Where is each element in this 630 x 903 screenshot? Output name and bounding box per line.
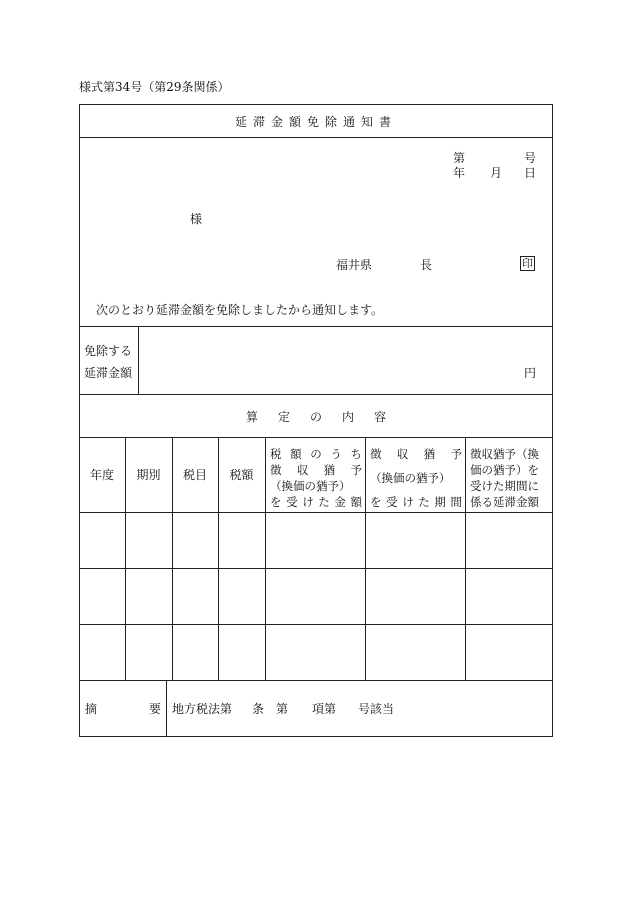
ch-14: 金 — [334, 495, 346, 509]
ph-3: 猶 — [423, 447, 436, 461]
exempt-label-line1: 免除する — [84, 344, 133, 358]
col-divider-4 — [265, 437, 266, 680]
divider-row-3 — [79, 680, 553, 681]
exempt-unit: 円 — [524, 366, 537, 380]
col-deferred-amount — [270, 446, 362, 510]
divider-row-1 — [79, 568, 553, 569]
ch-3: の — [310, 447, 322, 461]
divider-title — [79, 137, 553, 138]
col-year: 年度 — [89, 468, 114, 482]
law-article-suffix: 条 — [252, 702, 265, 716]
summary-label-b: 要 — [149, 702, 162, 716]
ph-4: 予 — [450, 447, 462, 461]
ch-5: ち — [350, 447, 362, 461]
divider-calc-title — [79, 437, 553, 438]
ch-10: を — [270, 495, 282, 509]
late-line-2: 価の猶予）を — [470, 463, 539, 477]
ch-7: 収 — [296, 463, 309, 477]
recipient-suffix: 様 — [190, 212, 203, 226]
divider-exempt — [79, 394, 553, 395]
late-line-3: 受けた期間に — [470, 479, 539, 493]
notice-text: 次のとおり延滞金額を免除しましたから通知します。 — [96, 303, 384, 317]
col-tax-item: 税目 — [182, 468, 207, 482]
law-paragraph: 項第 — [312, 702, 337, 716]
seal-mark: 印 — [522, 257, 533, 270]
ph-6: 受 — [386, 495, 398, 509]
ph-9: 期 — [434, 495, 446, 509]
late-line-1: 徴収猶予（換 — [470, 447, 539, 461]
form-id: 様式第34号（第29条関係） — [79, 80, 230, 94]
ch-2: 額 — [290, 447, 302, 461]
ch-9: 予 — [350, 463, 362, 477]
divider-col-head — [79, 512, 553, 513]
col-period: 期別 — [136, 468, 161, 482]
ph-1: 徴 — [370, 447, 382, 461]
ph-7: け — [402, 495, 414, 509]
date-month: 月 — [490, 166, 503, 180]
divider-row-2 — [79, 624, 553, 625]
ph-8: た — [418, 495, 430, 509]
ch-13: た — [318, 495, 330, 509]
divider-summary-label — [166, 680, 167, 736]
ph-2: 収 — [396, 447, 409, 461]
number-suffix: 号 — [524, 151, 537, 165]
period-sub: （換価の猶予） — [370, 471, 451, 485]
ph-5: を — [370, 495, 382, 509]
issuer-title: 長 — [420, 258, 433, 272]
col-deferred-period — [370, 446, 462, 510]
col-tax-amount: 税額 — [229, 468, 254, 482]
late-line-4: 係る延滞金額 — [470, 495, 539, 509]
col-divider-5 — [365, 437, 366, 680]
divider-header — [79, 326, 553, 327]
date-year: 年 — [453, 166, 466, 180]
deferred-sub: （換価の猶予） — [270, 479, 351, 493]
summary-label-a: 摘 — [85, 702, 98, 716]
law-item: 号該当 — [358, 702, 395, 716]
ch-11: 受 — [286, 495, 298, 509]
ph-10: 間 — [450, 495, 462, 509]
number-prefix: 第 — [453, 151, 466, 165]
ch-6: 徴 — [270, 463, 282, 477]
date-day: 日 — [524, 166, 537, 180]
law-article: 地方税法第 — [172, 702, 233, 716]
ch-8: 猶 — [323, 463, 336, 477]
exempt-label-line2: 延滞金額 — [84, 366, 133, 380]
ch-12: け — [302, 495, 314, 509]
ch-15: 額 — [350, 495, 362, 509]
calc-title: 算定の内容 — [245, 410, 406, 424]
col-divider-6 — [465, 437, 466, 680]
divider-exempt-label — [138, 326, 139, 394]
law-paragraph-prefix: 第 — [276, 702, 289, 716]
document-title: 延滞金額免除通知書 — [234, 115, 397, 129]
col-late-fee — [470, 446, 539, 510]
ch-1: 税 — [270, 447, 282, 461]
ch-4: う — [330, 447, 342, 461]
issuer-prefecture: 福井県 — [336, 258, 373, 272]
